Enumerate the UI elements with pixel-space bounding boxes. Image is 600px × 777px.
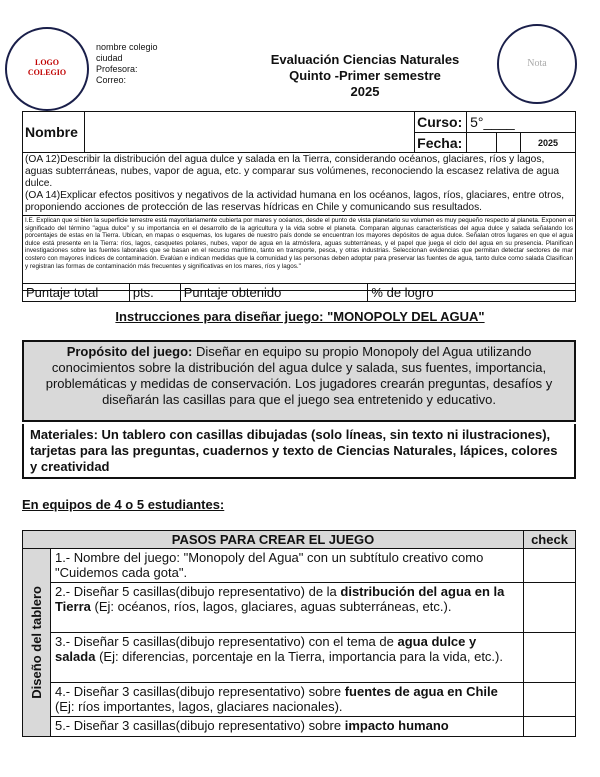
- check-4[interactable]: [524, 683, 576, 717]
- fecha-label: Fecha:: [415, 133, 467, 153]
- steps-header: PASOS PARA CREAR EL JUEGO: [23, 531, 524, 549]
- step-4-text-c: (Ej: ríos importantes, lagos, glaciares nacionales).: [54, 699, 343, 714]
- side-label-cell: [23, 549, 51, 737]
- step-3: [50, 633, 523, 683]
- fecha-year: 2025: [521, 133, 576, 153]
- nota-label: Nota: [527, 58, 547, 69]
- nombre-label: Nombre: [23, 112, 85, 153]
- check-header: check: [524, 531, 576, 549]
- step-3-text-a: 3.- Diseñar 5 casillas(dibujo representativo) con el tema de: [54, 634, 398, 649]
- curso-label: Curso:: [415, 112, 467, 133]
- ie-text: I.E. Explican que si bien la superficie terrestre está mayoritariamente cubierta por mares y océanos, desde el punto de vista planetario su volumen es muy pequeño respecto al planeta. Exponen el significado del término "agua dulce" y su importancia en el desarrollo de la agricultura y la vida sobre el planeta. Comparan algunas características del agua dulce y salada señalando los porcentajes de estas en la Tierra. Ubican, en mapas o esquemas, los lugares de nuestro país donde se encuentran los mayores depósitos de agua dulce. Señalan otros lugares en que el agua dulce está presente en la Tierra: ríos, lagos, casquetes polares, nubes, vapor de agua en la atmósfera, aguas subterráneas, y el papel que juega el ciclo del agua en su presencia. Planifican investigaciones sobre las fuentes laborales que se basan en el recurso marítimo, tanto en transporte, pesca, y otras industrias. Seleccionan evidencias que permitan detectar sectores de mar costero con mayores índices de contaminación. Evalúan e indican medidas que la comunidad y las personas deben adoptar para preservar las fuentes de agua, tanto dulce como salada Clasifican y registran las formas de contaminación más frecuentes y significativas en los mares, ríos y lagos.": [25, 217, 573, 270]
- teams-title: En equipos de 4 o 5 estudiantes:: [22, 497, 225, 512]
- check-1[interactable]: [524, 549, 576, 583]
- purpose-text: Diseñar en equipo su propio Monopoly del Agua utilizando conocimientos sobre la distribución del agua dulce y salada, sus fuentes, importancia, problemáticas y medidas de conservación. Los jugadores crearán preguntas, desafíos y diseñarán las casillas para que el juego sea entretenido y educativo.: [45, 344, 553, 407]
- step-1: 1.- Nombre del juego: "Monopoly del Agua" con un subtítulo creativo como "Cuidemos cada gota".: [50, 549, 523, 583]
- check-2[interactable]: [524, 583, 576, 633]
- nota-circle[interactable]: [497, 24, 577, 104]
- title-line-2: Quinto -Primer semestre: [289, 68, 441, 83]
- oa14-text: (OA 14)Explicar efectos positivos y negativos de la actividad humana en los océanos, lagos, ríos, glaciares, entre otros, proponiendo acciones de protección de las reservas hídricas en Chile y comunicando sus resultados.: [25, 190, 565, 213]
- oa12-text: (OA 12)Describir la distribución del agua dulce y salada en la Tierra, considerando océanos, glaciares, ríos y lagos, aguas subterráneas, nubes, vapor de agua, etc. y comparar sus volúmenes, reconociendo la escasez relativa de agua dulce.: [25, 154, 560, 189]
- step-2-text-b: distribución del agua en la Tierra: [54, 584, 505, 614]
- materials-box: [22, 424, 576, 479]
- step-5-text-b: impacto humano: [344, 718, 449, 733]
- nombre-field[interactable]: [84, 112, 414, 153]
- title-line-1: Evaluación Ciencias Naturales: [270, 52, 460, 67]
- school-teacher: Profesora:: [96, 64, 138, 74]
- fecha-month[interactable]: [497, 133, 521, 153]
- fecha-day[interactable]: [467, 133, 497, 153]
- puntaje-obtenido-label: Puntaje obtenido: [180, 284, 368, 302]
- logro-label: % de logro: [368, 284, 576, 302]
- purpose-box: [22, 340, 576, 422]
- logo-circle: [5, 27, 89, 111]
- purpose-label: Propósito del juego:: [66, 344, 193, 359]
- puntaje-total-label: Puntaje total: [23, 284, 130, 302]
- step-5: [50, 717, 523, 737]
- side-label: Diseño del tablero: [28, 586, 44, 699]
- indicators-cell: [23, 216, 576, 291]
- logo-text-line2: COLEGIO: [27, 68, 67, 77]
- step-2-text-a: 2.- Diseñar 5 casillas(dibujo representativo) de la: [54, 584, 341, 599]
- school-city: ciudad: [96, 53, 123, 63]
- materials-text: Materiales: Un tablero con casillas dibujadas (solo líneas, sin texto ni ilustraciones), tarjetas para las preguntas, cuadernos y texto de Ciencias Naturales, lápices, colores y creatividad: [30, 427, 558, 474]
- school-info: [96, 42, 158, 86]
- check-3[interactable]: [524, 633, 576, 683]
- step-4-text-b: fuentes de agua en Chile: [344, 684, 498, 699]
- step-4-text-a: 4.- Diseñar 3 casillas(dibujo representativo) sobre: [54, 684, 345, 699]
- step-3-text-b: agua dulce y salada: [54, 634, 477, 664]
- pts-label: pts.: [129, 284, 180, 302]
- school-email: Correo:: [96, 75, 127, 85]
- steps-table: [22, 530, 576, 737]
- evaluation-title: [245, 52, 485, 100]
- instructions-title: Instrucciones para diseñar juego: "MONOPOLY DEL AGUA": [115, 309, 485, 324]
- step-3-text-c: (Ej: diferencias, porcentaje en la Tierra, importancia para la vida, etc.).: [95, 649, 503, 664]
- logo-text-line1: LOGO: [34, 58, 59, 67]
- score-table: [22, 283, 576, 302]
- step-2: [50, 583, 523, 633]
- curso-field[interactable]: 5°____: [467, 112, 576, 133]
- title-line-3: 2025: [350, 84, 380, 99]
- student-info-table: [22, 111, 576, 291]
- step-2-text-c: (Ej: océanos, ríos, lagos, glaciares, aguas subterráneas, etc.).: [90, 599, 452, 614]
- step-4: [50, 683, 523, 717]
- check-5[interactable]: [524, 717, 576, 737]
- objectives-cell: [23, 153, 576, 216]
- school-name: nombre colegio: [96, 42, 158, 52]
- step-5-text-a: 5.- Diseñar 3 casillas(dibujo representativo) sobre: [54, 718, 345, 733]
